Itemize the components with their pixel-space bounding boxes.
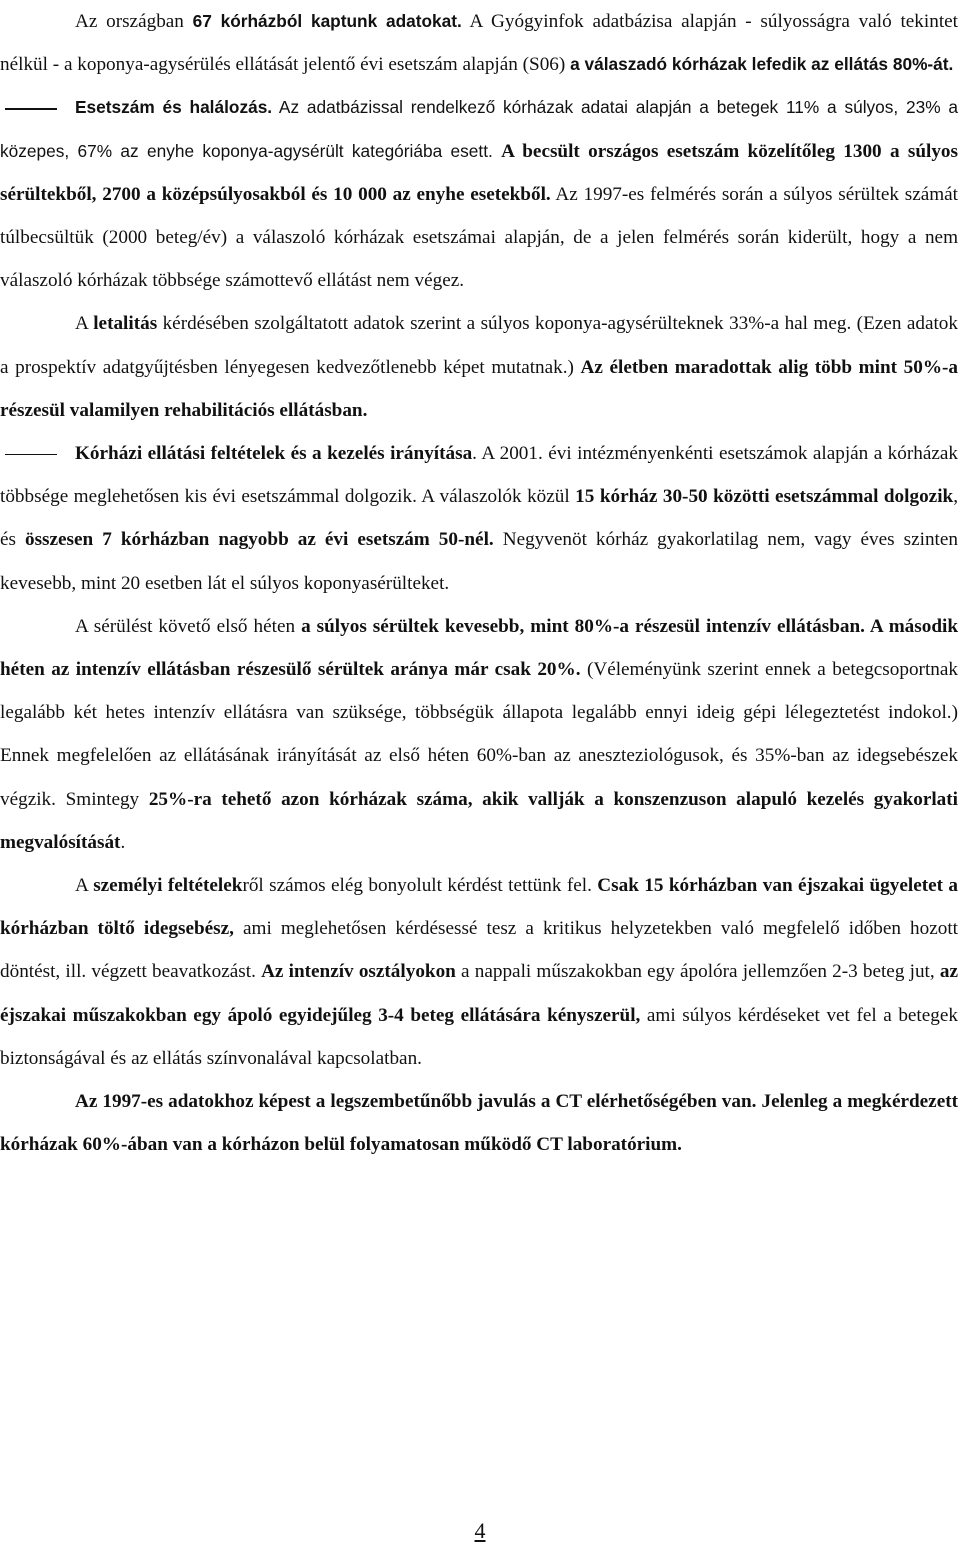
bold-run: összesen 7 kórházban nagyobb az évi esetszám 50-nél. xyxy=(25,529,494,551)
bold-run: letalitás xyxy=(93,313,158,335)
bold-run: Az 1997-es adatokhoz képest a legszembetűnőbb javulás a CT elérhetőségében van. Jelenleg a megkérdezett kórházak 60%-ában van a kórházon belül folyamatosan működő CT laboratórium. xyxy=(0,1091,958,1156)
text-run: A sérülést követő első héten xyxy=(75,615,302,637)
text-run: Negyvenöt kórház gyakorlatilag nem, vagy éves szinten kevesebb, mint 20 esetben lát el súlyos koponyasérülteket. xyxy=(0,529,959,594)
bold-run: A becsült országos esetszám közelítőleg 1300 a súlyos sérültekből, 2700 a középsúlyosakból és 10 000 az enyhe esetekből. xyxy=(0,140,958,205)
dash-bullet-icon xyxy=(0,432,75,475)
paragraph-hospital-conditions xyxy=(0,432,958,605)
bold-run: Az életben maradottak alig több mint 50%-a részesül valamilyen rehabilitációs ellátásban. xyxy=(0,356,958,421)
bold-run: 67 kórházból kaptunk adatokat. xyxy=(192,11,462,31)
text-run: a nappali műszakokban egy ápolóra jellemzően 2-3 beteg jut, xyxy=(455,961,940,983)
paragraph-ct-availability xyxy=(0,1080,958,1166)
text-run: A Gyógyinfok adatbázisa alapján - súlyosságra való tekintet nélkül - a koponya-agysérülés ellátását jelentő évi esetszám alapján (S06) xyxy=(0,11,958,76)
text-run: ről számos elég bonyolult kérdést tettünk fel. xyxy=(242,875,598,897)
text-run: ami meglehetősen kérdésessé tesz a kritikus helyzetekben való megfelelő időben hozott döntést, ill. végzett beavatkozást. xyxy=(0,918,958,983)
dash-bullet-icon xyxy=(0,86,75,129)
page-number: 4 xyxy=(474,1518,486,1543)
paragraph-hospitals-data xyxy=(0,0,958,86)
text-run: Az 1997-es felmérés során a súlyos sérültek számát túlbecsültük (2000 beteg/év) a válaszoló kórházak esetszámai alapján, de a jelen felmérés során kiderült, hogy a nem válaszoló kórházak többsége számottevő ellátást nem végez. xyxy=(0,183,958,292)
text-run: kérdésében szolgáltatott adatok szerint a súlyos koponya-agysérülteknek 33%-a hal meg. (Ezen adatok a prospektív adatgyűjtésben lényegesen kedvezőtlenebb képet mutatnak.) xyxy=(0,313,958,378)
bold-run: 25%-ra tehető azon kórházak száma, akik vallják a konszenzuson alapuló kezelés gyakorlati megvalósítását xyxy=(0,788,959,853)
text-run: A xyxy=(75,875,94,897)
paragraph-personnel xyxy=(0,864,958,1080)
text-run: . xyxy=(120,831,126,853)
section-heading-inline: Esetszám és halálozás. xyxy=(75,97,273,118)
text-run: A xyxy=(75,313,94,335)
text-run: , és xyxy=(0,486,958,551)
text-run: . A 2001. évi intézményenkénti esetszámok alapján a kórházak többsége meglehetősen kis évi esetszámmal dolgozik. A válaszolók közül xyxy=(0,443,958,508)
bold-run: Csak 15 kórházban van éjszakai ügyeletet a kórházban töltő idegsebész, xyxy=(0,875,958,940)
bold-run: személyi feltételek xyxy=(93,875,243,897)
bold-run: az éjszakai műszakokban egy ápoló egyidejűleg 3-4 beteg ellátására kényszerül, xyxy=(0,961,958,1026)
paragraph-lethality xyxy=(0,302,958,432)
paragraph-intensive-care xyxy=(0,605,958,864)
text-run: ami súlyos kérdéseket vet fel a betegek biztonságával és az ellátás színvonalával kapcsolatban. xyxy=(0,1004,958,1069)
bold-run: Az intenzív osztályokon xyxy=(261,961,456,983)
bold-run: a súlyos sérültek kevesebb, mint 80%-a részesül intenzív ellátásban. A második héten az intenzív ellátásban részesülő sérültek aránya már csak 20%. xyxy=(0,615,959,681)
text-run: Az országban xyxy=(75,11,193,32)
text-run: Az adatbázissal rendelkező kórházak adatai alapján a betegek 11% a súlyos, 23% a közepes, 67% az enyhe koponya-agysérült kategóriába esett. xyxy=(0,97,958,161)
bold-run: 15 kórház 30-50 közötti esetszámmal dolgozik xyxy=(575,486,954,508)
text-run: (Véleményünk szerint ennek a betegcsoportnak legalább két hetes intenzív ellátásra van szüksége, többségük állapota legalább ennyi ideig gépi lélegeztetést indokol.) Ennek megfelelően az ellátásának irányítását az első héten 60%-ban az aneszteziológusok, és 35%-ban az idegsebészek végzik. Smintegy xyxy=(0,659,958,810)
section-heading-inline: Kórházi ellátási feltételek és a kezelés irányítása xyxy=(75,443,473,465)
paragraph-case-count-mortality xyxy=(0,86,958,302)
bold-run: a válaszadó kórházak lefedik az ellátás 80%-át. xyxy=(570,54,954,75)
